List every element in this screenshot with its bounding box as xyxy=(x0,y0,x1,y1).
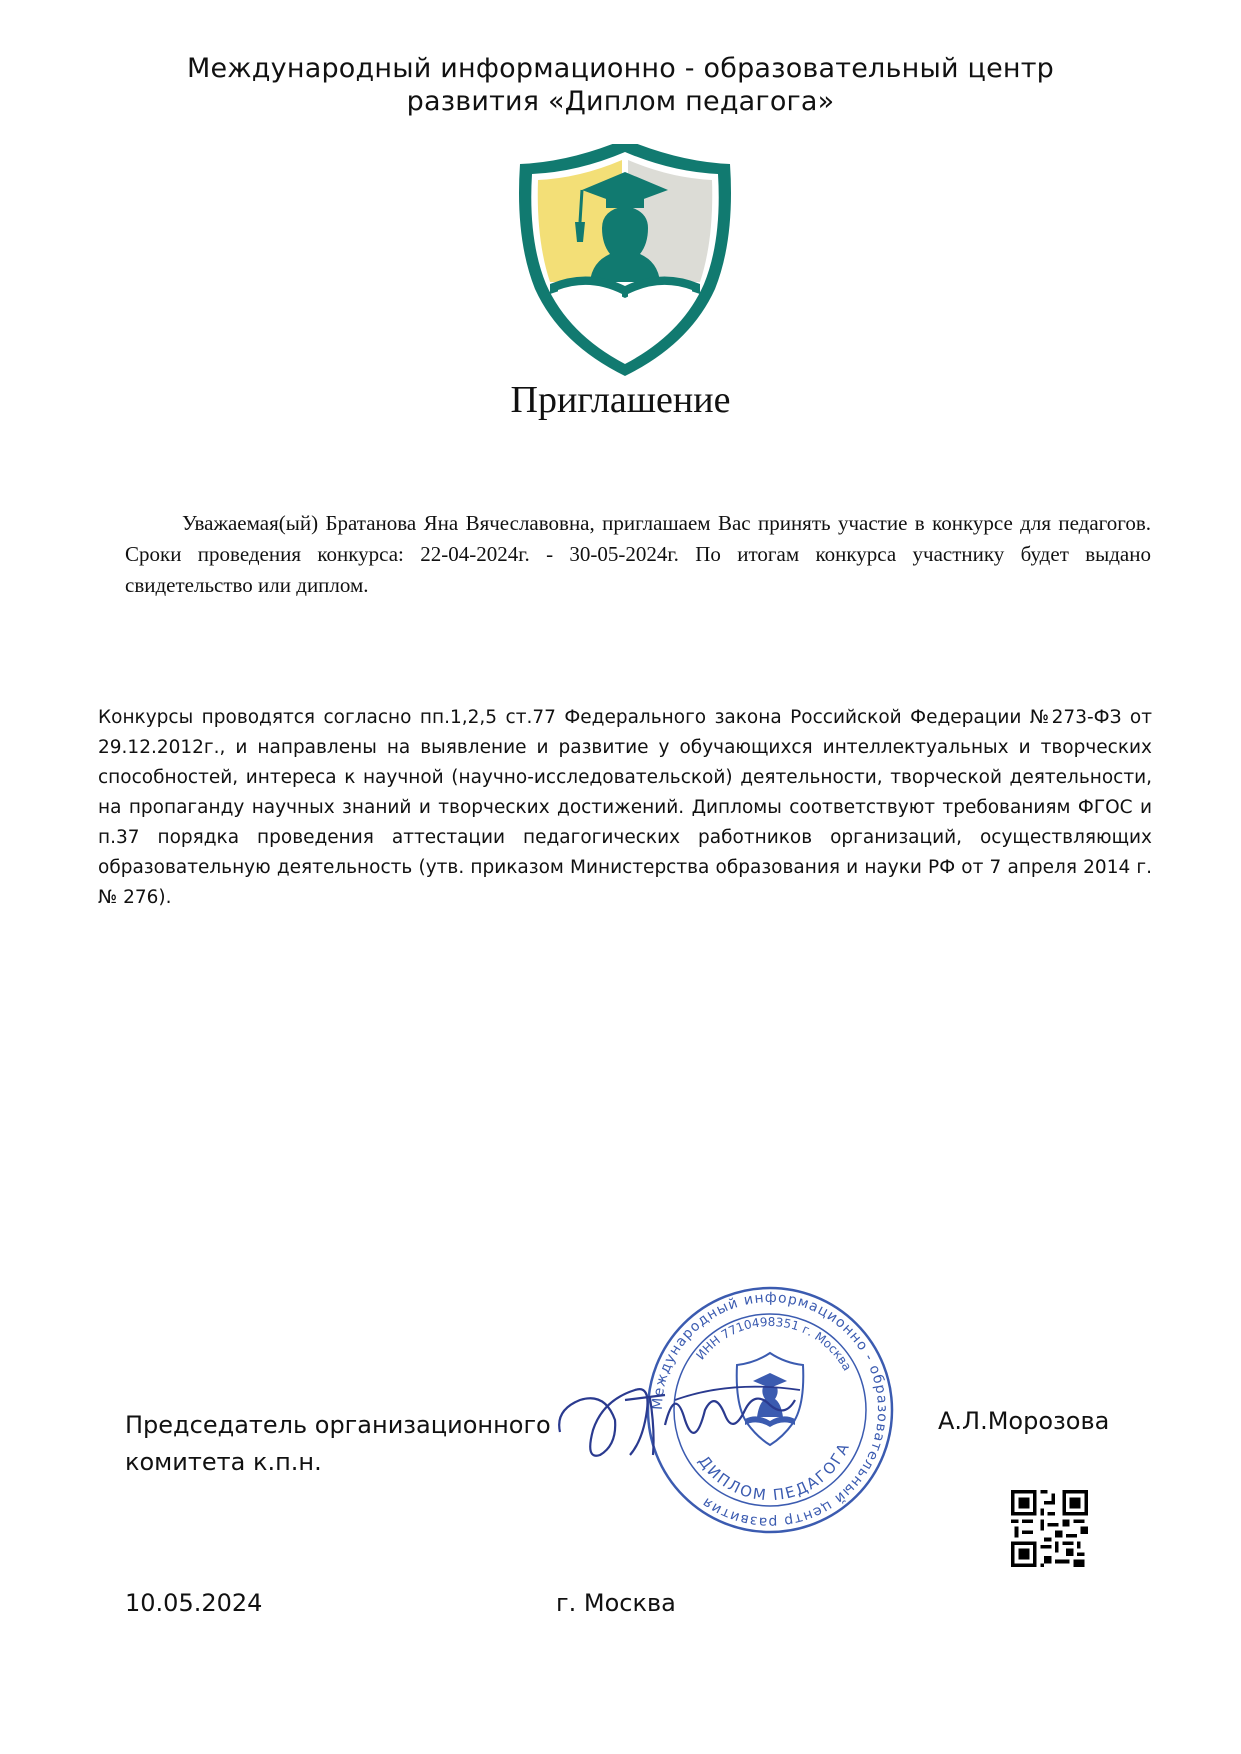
document-date: 10.05.2024 xyxy=(125,1589,263,1617)
legal-basis-paragraph: Конкурсы проводятся согласно пп.1,2,5 ст.77 Федерального закона Российской Федерации №273-ФЗ от 29.12.2012г., и направлены на выявление и развитие у обучающихся интеллектуальных и творческих способностей, интереса к научной (научно-исследовательской) деятельности, творческой деятельности, на пропаганду научных знаний и творческих достижений. Дипломы соответствуют требованиям ФГОС и п.37 порядка проведения аттестации педагогических работников организаций, осуществляющих образовательную деятельность (утв. приказом Министерства образования и науки РФ от 7 апреля 2014 г. № 276). xyxy=(98,707,1152,908)
document-title: Приглашение xyxy=(510,379,731,421)
header-line-1: Международный информационно - образовательный центр xyxy=(186,53,1055,84)
signatory-role-line-2: комитета к.п.н. xyxy=(125,1448,322,1476)
stamp-outer-text: Международный информационно - образовательный центр развития xyxy=(649,1289,891,1531)
header-line-2: развития «Диплом педагога» xyxy=(406,86,835,117)
stamp-center-text: ДИПЛОМ ПЕДАГОГА xyxy=(694,1439,854,1505)
stamp-inner-text: ИНН 7710498351 г. Москва xyxy=(693,1314,855,1374)
signatory-role-line-1: Председатель организационного xyxy=(125,1411,551,1439)
signatory-name: А.Л.Морозова xyxy=(938,1407,1110,1435)
signatory-role xyxy=(125,1407,585,1481)
qr-code-icon xyxy=(1011,1490,1088,1567)
handwritten-signature-icon xyxy=(555,1370,805,1470)
organization-header xyxy=(0,52,1241,118)
graduate-shield-logo-icon xyxy=(510,144,740,380)
invitation-paragraph: Уважаемая(ый) Братанова Яна Вячеславовна, приглашаем Вас принять участие в конкурсе для педагогов. Сроки проведения конкурса: 22-04-2024г. - 30-05-2024г. По итогам конкурса участнику будет выдано свидетельство или диплом. xyxy=(125,511,1151,597)
document-city: г. Москва xyxy=(556,1589,676,1617)
